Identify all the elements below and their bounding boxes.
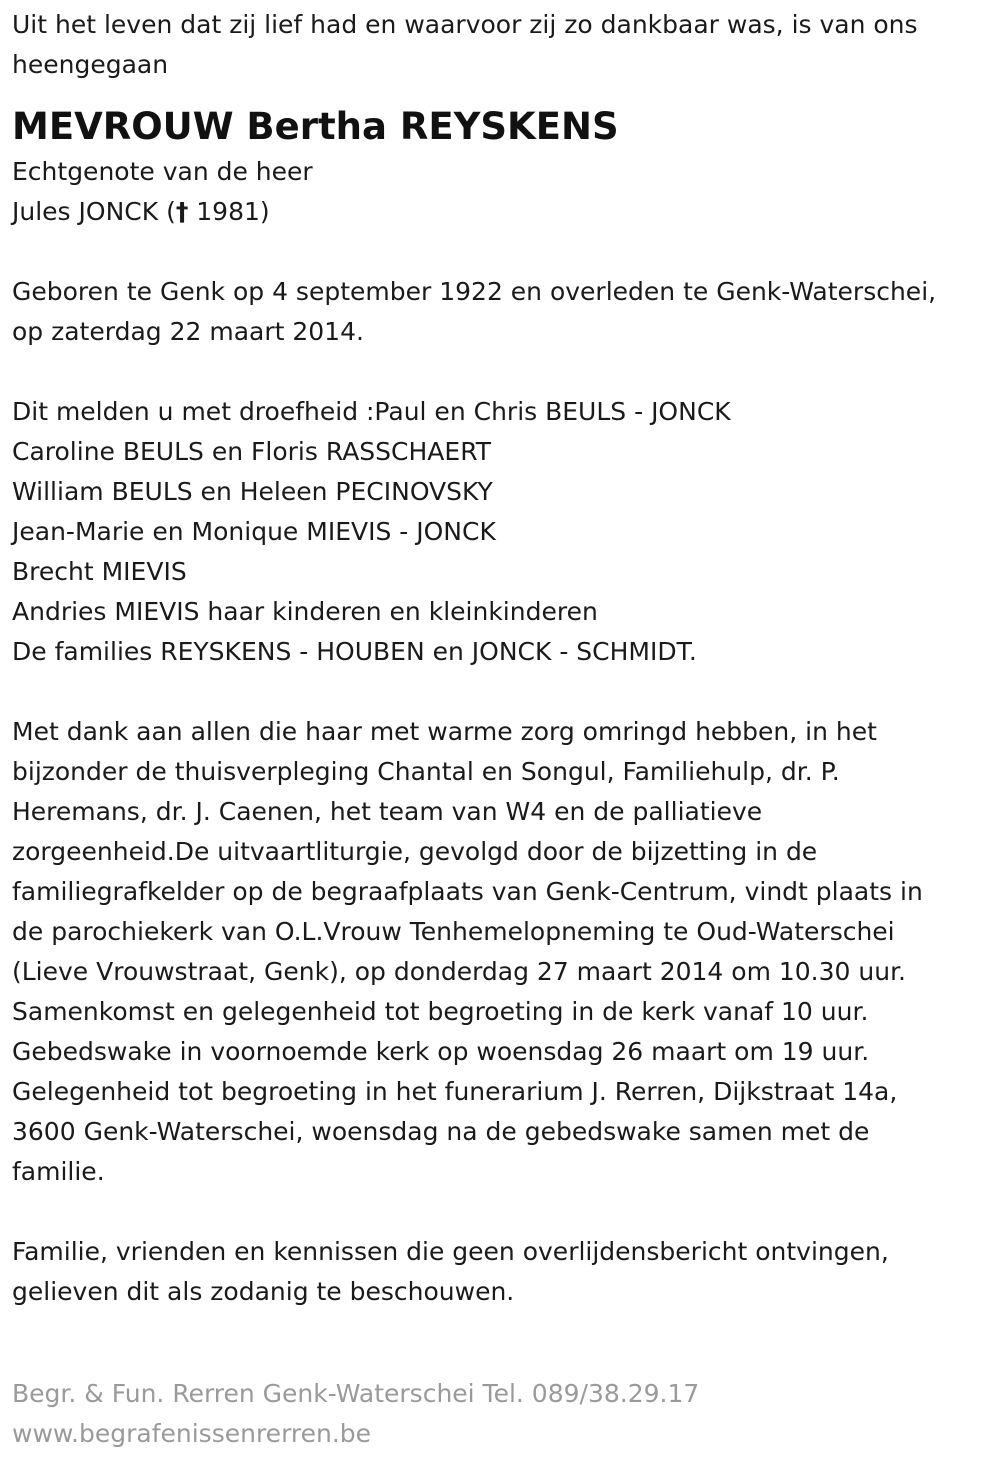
birth-death-line: op zaterdag 22 maart 2014.: [12, 317, 364, 346]
thanks-line: 3600 Genk-Waterschei, woensdag na de gebedswake samen met de: [12, 1117, 870, 1146]
spouse-block: [12, 152, 992, 232]
thanks-line: Met dank aan allen die haar met warme zorg omringd hebben, in het: [12, 717, 877, 746]
deceased-name: MEVROUW Bertha REYSKENS: [12, 105, 619, 148]
mourner-line: Andries MIEVIS haar kinderen en kleinkinderen: [12, 597, 598, 626]
spouse-line: Echtgenote van de heer: [12, 157, 313, 186]
thanks-and-ceremony-block: [12, 712, 992, 1192]
thanks-line: Heremans, dr. J. Caenen, het team van W4 en de palliatieve: [12, 797, 763, 826]
mourner-line: Jean-Marie en Monique MIEVIS - JONCK: [12, 517, 496, 546]
spouse-name: Jules JONCK (: [12, 197, 176, 226]
cross-icon: †: [175, 197, 189, 226]
thanks-line: (Lieve Vrouwstraat, Genk), op donderdag 27 maart 2014 om 10.30 uur.: [12, 957, 907, 986]
birth-death-line: Geboren te Genk op 4 september 1922 en overleden te Genk-Waterschei,: [12, 277, 937, 306]
thanks-line: Samenkomst en gelegenheid tot begroeting in de kerk vanaf 10 uur.: [12, 997, 869, 1026]
thanks-line: familiegrafkelder op de begraafplaats van Genk-Centrum, vindt plaats in: [12, 877, 923, 906]
mourner-line: Dit melden u met droefheid :Paul en Chris BEULS - JONCK: [12, 397, 731, 426]
funeral-home-contact: Begr. & Fun. Rerren Genk-Waterschei Tel. 089/38.29.17: [12, 1379, 700, 1408]
thanks-line: Gelegenheid tot begroeting in het funerarium J. Rerren, Dijkstraat 14a,: [12, 1077, 898, 1106]
thanks-line: Gebedswake in voornoemde kerk op woensdag 26 maart om 19 uur.: [12, 1037, 870, 1066]
mourner-line: William BEULS en Heleen PECINOVSKY: [12, 477, 493, 506]
funeral-home-footer: [12, 1374, 992, 1454]
spouse-death-year: 1981): [188, 197, 270, 226]
mourner-line: De families REYSKENS - HOUBEN en JONCK - SCHMIDT.: [12, 637, 697, 666]
birth-death-block: [12, 272, 992, 352]
intro-text: Uit het leven dat zij lief had en waarvoor zij zo dankbaar was, is van ons heengegaan: [12, 10, 918, 79]
funeral-home-website: www.begrafenissenrerren.be: [12, 1419, 372, 1448]
mourner-line: Caroline BEULS en Floris RASSCHAERT: [12, 437, 492, 466]
closing-line: gelieven dit als zodanig te beschouwen.: [12, 1277, 515, 1306]
mourners-block: [12, 392, 992, 672]
thanks-line: bijzonder de thuisverpleging Chantal en Songul, Familiehulp, dr. P.: [12, 757, 840, 786]
thanks-line: de parochiekerk van O.L.Vrouw Tenhemelopneming te Oud-Waterschei: [12, 917, 895, 946]
closing-line: Familie, vrienden en kennissen die geen overlijdensbericht ontvingen,: [12, 1237, 889, 1266]
spouse-name-line: [12, 192, 992, 232]
thanks-line: zorgeenheid.De uitvaartliturgie, gevolgd door de bijzetting in de: [12, 837, 818, 866]
mourner-line: Brecht MIEVIS: [12, 557, 187, 586]
closing-block: [12, 1232, 992, 1312]
thanks-line: familie.: [12, 1157, 105, 1186]
obituary-notice: [12, 5, 992, 1312]
